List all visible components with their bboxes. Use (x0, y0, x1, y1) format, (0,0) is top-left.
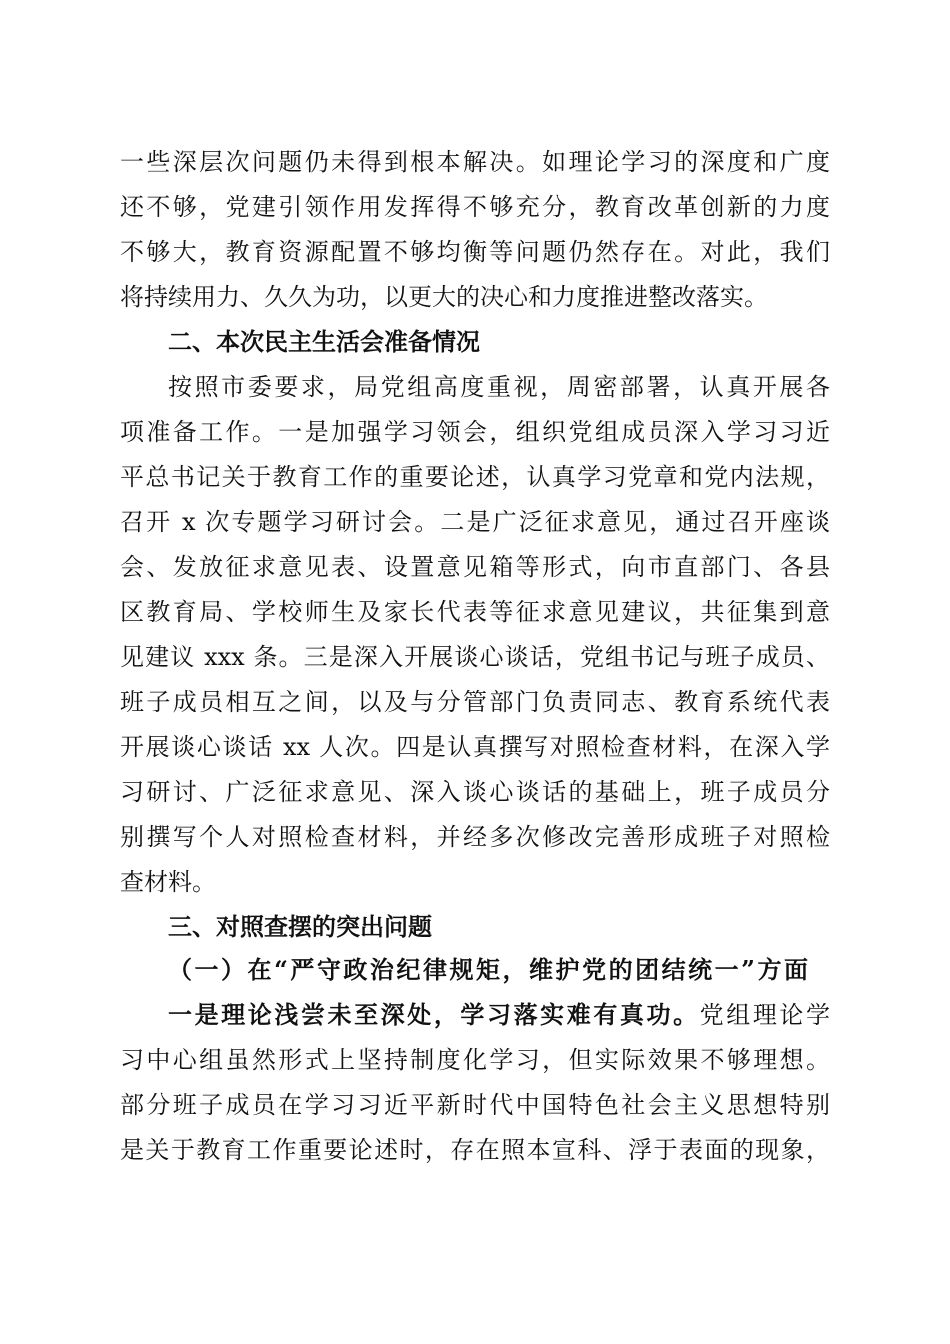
para2-line-11: 别撰写个人对照检查材料，并经多次修改完善形成班子对照检 (120, 823, 830, 851)
para1-line-3: 不够大，教育资源配置不够均衡等问题仍然存在。对此，我们 (120, 238, 830, 266)
section-heading-3: 三、对照查摆的突出问题 (168, 913, 432, 941)
para3-line-1 (168, 993, 830, 1037)
para2-line-4: 召开 x 次专题学习研讨会。二是广泛征求意见，通过召开座谈 (120, 508, 830, 536)
para2-line-5: 会、发放征求意见表、设置意见箱等形式，向市直部门、各县 (120, 553, 830, 581)
para2-line-6: 区教育局、学校师生及家长代表等征求意见建议，共征集到意 (120, 598, 830, 626)
para2-line-9: 开展谈心谈话 xx 人次。四是认真撰写对照检查材料，在深入学 (120, 733, 830, 761)
para2-line-7: 见建议 xxx 条。三是深入开展谈心谈话，党组书记与班子成员、 (120, 643, 830, 671)
subsection-heading-1: （一）在“严守政治纪律规矩，维护党的团结统一”方面 (168, 955, 808, 984)
para3-first-rest: 党组理论学 (699, 1001, 831, 1029)
para1-line-1: 一些深层次问题仍未得到根本解决。如理论学习的深度和广度 (120, 148, 830, 176)
para3-line-3: 部分班子成员在学习习近平新时代中国特色社会主义思想特别 (120, 1091, 830, 1119)
para3-line-4: 是关于教育工作重要论述时，存在照本宣科、浮于表面的现象， (120, 1136, 830, 1164)
para3-lead: 一是理论浅尝未至深处，学习落实难有真功。 (168, 1000, 700, 1029)
para3-line-2: 习中心组虽然形式上坚持制度化学习，但实际效果不够理想。 (120, 1046, 830, 1074)
para2-line-8: 班子成员相互之间，以及与分管部门负责同志、教育系统代表 (120, 688, 830, 716)
para2-line-10: 习研讨、广泛征求意见、深入谈心谈话的基础上，班子成员分 (120, 778, 830, 806)
para2-line-3: 平总书记关于教育工作的重要论述，认真学习党章和党内法规， (120, 463, 830, 491)
para1-line-4: 将持续用力、久久为功，以更大的决心和力度推进整改落实。 (120, 283, 768, 311)
para2-line-1: 按照市委要求，局党组高度重视，周密部署，认真开展各 (168, 373, 830, 401)
section-heading-2: 二、本次民主生活会准备情况 (168, 328, 480, 356)
para2-line-12: 查材料。 (120, 868, 216, 896)
para2-line-2: 项准备工作。一是加强学习领会，组织党组成员深入学习习近 (120, 418, 830, 446)
para1-line-2: 还不够，党建引领作用发挥得不够充分，教育改革创新的力度 (120, 193, 830, 221)
